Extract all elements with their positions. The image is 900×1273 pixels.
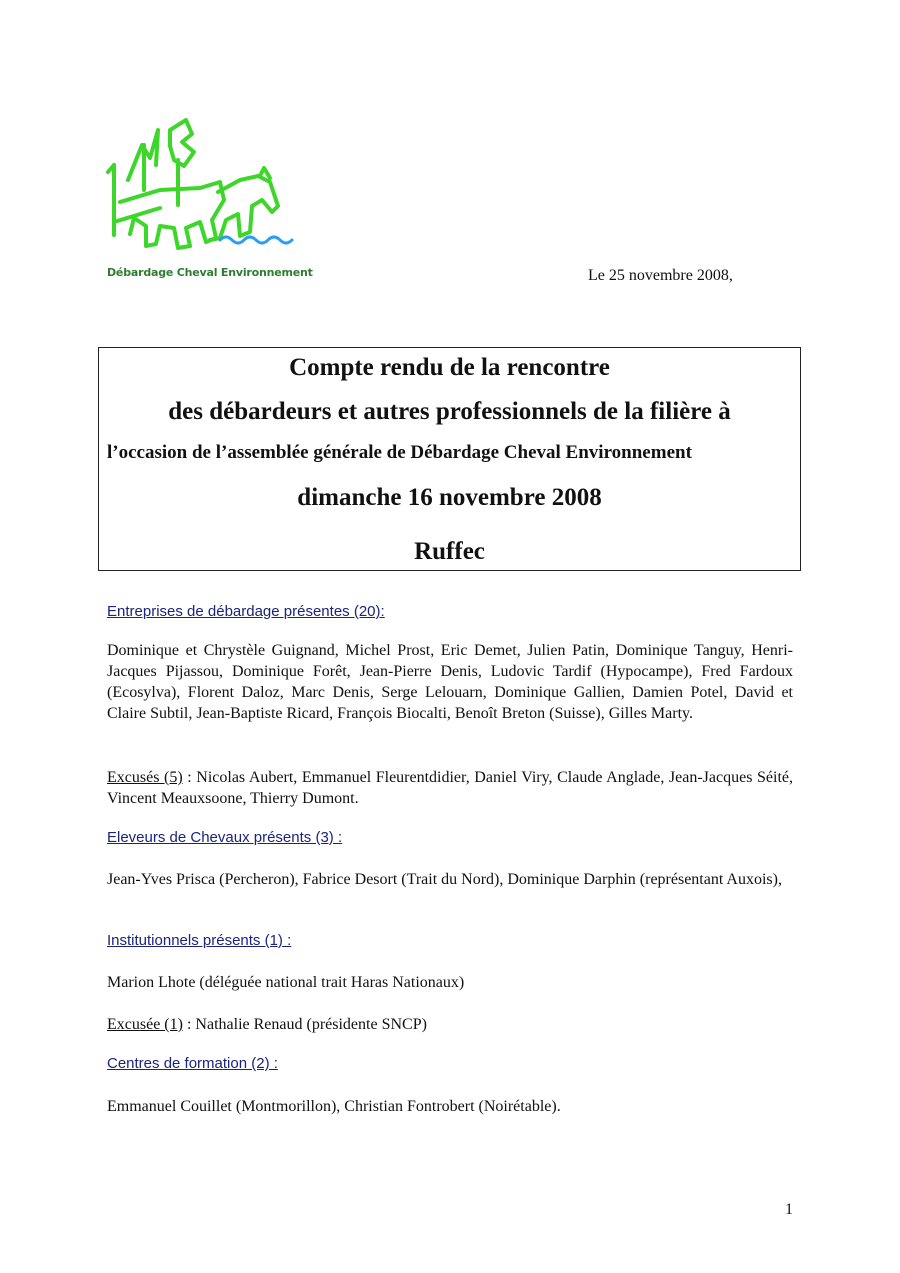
- paragraph-excuses: [107, 767, 793, 809]
- horse-logging-logo-icon: [100, 110, 310, 285]
- excuses-label: Excusés (5): [107, 769, 183, 786]
- excuses-body: : Nicolas Aubert, Emmanuel Fleurentdidier, Daniel Viry, Claude Anglade, Jean-Jacques Séité, Vincent Meauxsoone, Thierry Dumont.: [107, 769, 794, 807]
- paragraph-centres: Emmanuel Couillet (Montmorillon), Christian Fontrobert (Noirétable).: [107, 1098, 561, 1115]
- heading-eleveurs: Eleveurs de Chevaux présents (3) :: [107, 829, 343, 846]
- title-line-5: Ruffec: [414, 538, 485, 565]
- paragraph-entreprises: Dominique et Chrystèle Guignand, Michel Prost, Eric Demet, Julien Patin, Dominique Tanguy, Henri-Jacques Pijassou, Dominique Forêt, Jean-Pierre Denis, Ludovic Tardif (Hypocampe), Fred Fardoux (Ecosylva), Florent Daloz, Marc Denis, Serge Lelouarn, Dominique Gallien, Damien Potel, David et Claire Subtil, Jean-Baptiste Ricard, François Biocalti, Benoît Breton (Suisse), Gilles Marty.: [107, 642, 793, 722]
- page-number: 1: [785, 1201, 793, 1218]
- excusee-body: : Nathalie Renaud (présidente SNCP): [182, 1016, 427, 1033]
- heading-entreprises: Entreprises de débardage présentes (20):: [107, 603, 385, 620]
- paragraph-excusee: [107, 1014, 793, 1035]
- heading-centres: Centres de formation (2) :: [107, 1055, 278, 1072]
- excusee-label: Excusée (1): [107, 1016, 183, 1033]
- document-date: Le 25 novembre 2008,: [588, 267, 733, 284]
- title-box: [98, 347, 801, 571]
- title-line-3: l’occasion de l’assemblée générale de Débardage Cheval Environnement: [107, 442, 692, 463]
- title-line-1: Compte rendu de la rencontre: [289, 354, 610, 381]
- logo-wordmark: Débardage Cheval Environnement: [107, 266, 313, 279]
- title-line-2: des débardeurs et autres professionnels de la filière à: [168, 398, 731, 425]
- heading-institutionnels: Institutionnels présents (1) :: [107, 932, 292, 949]
- paragraph-eleveurs: Jean-Yves Prisca (Percheron), Fabrice Desort (Trait du Nord), Dominique Darphin (représentant Auxois),: [107, 871, 782, 888]
- paragraph-institutionnels: Marion Lhote (déléguée national trait Haras Nationaux): [107, 974, 465, 991]
- title-line-4: dimanche 16 novembre 2008: [297, 484, 602, 511]
